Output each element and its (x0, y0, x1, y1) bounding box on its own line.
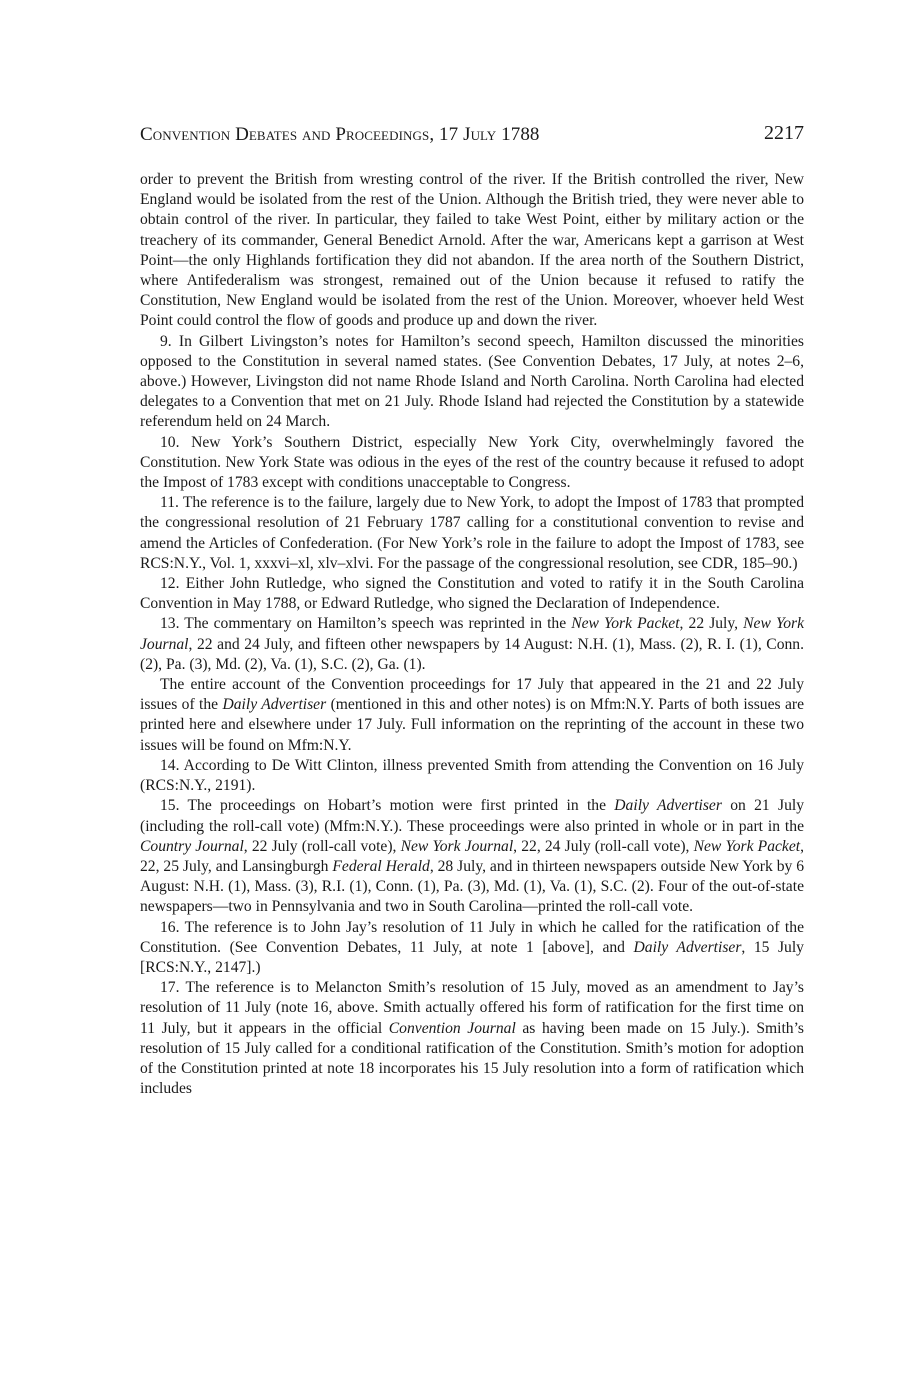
note-10: 10. New York’s Southern District, especially New York City, overwhelmingly favored the Constitution. New York State was odious in the eyes of the rest of the country because it refused to adopt the Impost of 1783 except with conditions unacceptable to Congress. (140, 433, 804, 492)
note-15: 15. The proceedings on Hobart’s motion were first printed in the Daily Advertiser on 21 July (including the roll-call vote) (Mfm:N.Y.). These proceedings were also printed in whole or in part in the Country Journal, 22 July (roll-call vote), New York Journal, 22, 24 July (roll-call vote), New York Packet, 22, 25 July, and Lansingburgh Federal Herald, 28 July, and in thirteen newspapers outside New York by 6 August: N.H. (1), Mass. (3), R.I. (1), Conn. (1), Pa. (3), Md. (1), Va. (1), S.C. (2). Four of the out-of-state newspapers—two in Pennsylvania and two in South Carolina—printed the roll-call vote. (140, 797, 805, 916)
note-13-continued: The entire account of the Convention proceedings for 17 July that appeared in the 21 and 22 July issues of the Daily Advertiser (mentioned in this and other notes) is on Mfm:N.Y. Parts of both issues are printed here and elsewhere under 17 July. Full information on the reprinting of the account in these two issues will be found on Mfm:N.Y. (140, 676, 804, 754)
note-9: 9. In Gilbert Livingston’s notes for Hamilton’s second speech, Hamilton discussed the minorities opposed to the Constitution in several named states. (See Convention Debates, 17 July, at notes 2–6, above.) However, Livingston did not name Rhode Island and North Carolina. North Carolina had elected delegates to a Convention that met on 21 July. Rhode Island had rejected the Constitution by a statewide referendum held on 24 March. (140, 332, 804, 431)
running-head-title: Convention Debates and Proceedings, 17 July 1788 (140, 124, 540, 145)
note-continuation: order to prevent the British from wresting control of the river. If the British controlled the river, New England would be isolated from the rest of the Union. Although the British tried, they were never able to obtain control of the river. In particular, they failed to take West Point, either by military action or the treachery of its commander, General Benedict Arnold. After the war, Americans kept a garrison at West Point—the only Highlands fortification they did not abandon. If the area north of the Southern District, where Antifederalism was strongest, remained out of the Union because it refused to ratify the Constitution, New England would be isolated from the rest of the Union. Moreover, whoever held West Point could control the flow of goods and produce up and down the river. (140, 171, 804, 330)
page-number: 2217 (764, 122, 804, 144)
note-16: 16. The reference is to John Jay’s resolution of 11 July in which he called for the ratification of the Constitution. (See Convention Debates, 11 July, at note 1 [above], and Daily Advertiser, 15 July [RCS:N.Y., 2147].) (140, 918, 804, 976)
note-12: 12. Either John Rutledge, who signed the Constitution and voted to ratify it in the South Carolina Convention in May 1788, or Edward Rutledge, who signed the Declaration of Independence. (140, 575, 804, 613)
running-head (140, 124, 804, 148)
note-17: 17. The reference is to Melancton Smith’s resolution of 15 July, moved as an amendment to Jay’s resolution of 11 July (note 16, above. Smith actually offered his form of ratification for the first time on 11 July, but it appears in the official Convention Journal as having been made on 15 July.). Smith’s resolution of 15 July called for a conditional ratification of the Constitution. Smith’s motion for adoption of the Constitution printed at note 18 incorporates his 15 July resolution into a form of ratification which includes (140, 979, 804, 1098)
endnotes (140, 170, 804, 1099)
note-13: 13. The commentary on Hamilton’s speech was reprinted in the New York Packet, 22 July, New York Journal, 22 and 24 July, and fifteen other newspapers by 14 August: N.H. (1), Mass. (2), R. I. (1), Conn. (2), Pa. (3), Md. (2), Va. (1), S.C. (2), Ga. (1). (140, 615, 804, 673)
note-11: 11. The reference is to the failure, largely due to New York, to adopt the Impost of 1783 that prompted the congressional resolution of 21 February 1787 calling for a constitutional convention to revise and amend the Articles of Confederation. (For New York’s role in the failure to adopt the Impost of 1783, see RCS:N.Y., Vol. 1, xxxvi–xl, xlv–xlvi. For the passage of the congressional resolution, see CDR, 185–90.) (140, 494, 804, 572)
note-14: 14. According to De Witt Clinton, illness prevented Smith from attending the Convention on 16 July (RCS:N.Y., 2191). (140, 756, 804, 795)
